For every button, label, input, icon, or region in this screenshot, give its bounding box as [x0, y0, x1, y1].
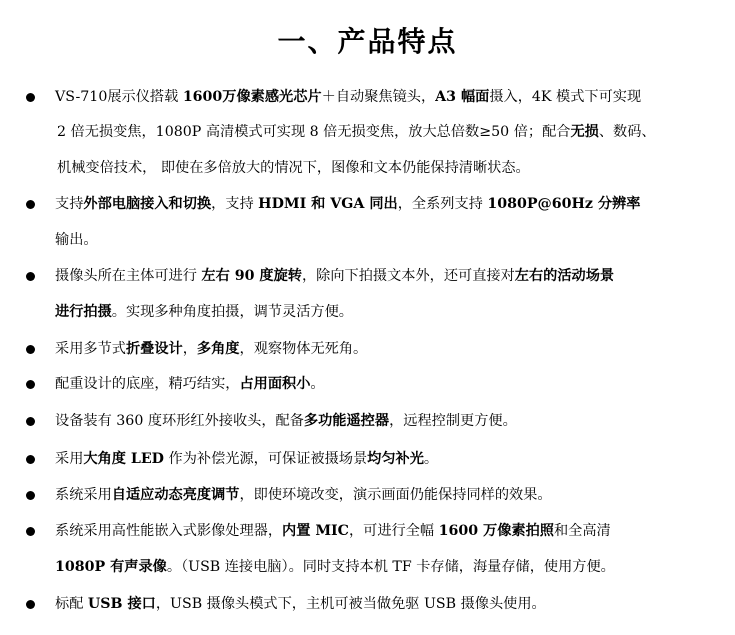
feature-text: ，	[182, 341, 197, 357]
feature-text: VS-710	[55, 89, 108, 105]
bullet-icon	[26, 527, 35, 536]
feature-text: 2 倍无损变焦，1080P 高清模式可实现 8 倍无损变焦，放大总倍数≥50 倍；配合	[57, 124, 571, 140]
feature-text-bold: 1080P 有声录像	[55, 559, 167, 575]
feature-text: ，支持	[211, 196, 259, 212]
feature-line	[55, 519, 611, 543]
feature-text: 机械变倍技术， 即使在多倍放大的情况下，图像和文本仍能保持清晰状态。	[57, 160, 530, 176]
bullet-icon	[26, 455, 35, 464]
feature-text-bold: 1080P@60Hz 分辨率	[487, 196, 641, 212]
feature-text-bold: 左右的活动场景	[514, 268, 615, 284]
bullet-icon	[26, 272, 35, 281]
bullet-icon	[26, 380, 35, 389]
feature-text: 配重设计的底座，精巧结实，	[55, 376, 240, 392]
page-title: 一、产品特点	[277, 25, 458, 58]
feature-line	[55, 483, 552, 507]
feature-text: 。实现多种角度拍摄，调节灵活方便。	[111, 304, 353, 320]
feature-line	[55, 409, 517, 433]
feature-text: 作为补偿光源，可保证被摄场景	[164, 451, 368, 467]
feature-text: 输出。	[55, 232, 98, 248]
feature-line	[55, 447, 438, 471]
feature-line	[55, 300, 353, 324]
feature-text-bold: 无损	[570, 124, 599, 140]
feature-text: 系统采用高性能嵌入式影像处理器，	[55, 523, 283, 539]
feature-text: 标配	[55, 596, 88, 612]
feature-text: 采用	[55, 451, 84, 467]
feature-text-bold: 自适应动态亮度调节	[111, 487, 240, 503]
feature-line	[55, 192, 640, 216]
feature-text-bold: A3 幅面	[435, 89, 490, 105]
feature-line	[55, 592, 546, 616]
feature-text: ，即使环境改变，演示画面仍能保持同样的效果。	[239, 487, 552, 503]
bullet-icon	[26, 200, 35, 209]
feature-text: ，全系列支持	[397, 196, 488, 212]
feature-text-bold: 折叠设计	[125, 341, 183, 357]
bullet-icon	[26, 93, 35, 102]
feature-text: ，除向下拍摄文本外，还可直接对	[301, 268, 515, 284]
feature-text-bold: HDMI 和 VGA 同出	[258, 196, 398, 212]
feature-text: ，观察物体无死角。	[239, 341, 368, 357]
bullet-icon	[26, 491, 35, 500]
feature-text: ＋自动聚焦镜头，	[321, 89, 436, 105]
feature-text-bold: 进行拍摄	[55, 304, 112, 320]
feature-text: 和全高清	[553, 523, 611, 539]
feature-text-bold: 1600万像素感光芯片	[182, 89, 322, 105]
feature-text-bold: 均匀补光	[367, 451, 424, 467]
feature-text-bold: 左右 90 度旋转	[201, 268, 302, 284]
feature-text: 展示仪搭载	[107, 89, 183, 105]
feature-text-bold: USB 接口	[87, 596, 156, 612]
feature-text: 摄像头所在主体可进行	[55, 268, 202, 284]
feature-line	[55, 264, 614, 288]
feature-text: 。	[423, 451, 439, 467]
feature-text-bold: 大角度 LED	[83, 451, 164, 467]
feature-text: 设备装有 360 度环形红外接收头，配备	[55, 413, 304, 429]
feature-text-bold: 1600 万像素拍照	[438, 523, 554, 539]
feature-text: ，USB 摄像头模式下，主机可被当做免驱 USB 摄像头使用。	[155, 596, 546, 612]
feature-line	[55, 337, 367, 361]
bullet-icon	[26, 345, 35, 354]
feature-text: 。	[310, 376, 325, 392]
bullet-icon	[26, 600, 35, 609]
feature-text-bold: 内置 MIC	[282, 523, 349, 539]
feature-text: ，远程控制更方便。	[389, 413, 517, 429]
feature-text-bold: 多角度	[196, 341, 240, 357]
feature-line	[55, 228, 98, 252]
feature-line	[57, 120, 656, 144]
feature-text: 系统采用	[55, 487, 112, 503]
feature-line	[55, 555, 615, 579]
feature-text: ，可进行全幅	[348, 523, 439, 539]
bullet-icon	[26, 417, 35, 426]
feature-text: 。（USB 连接电脑）。同时支持本机 TF 卡存储，海量存储，使用方便。	[166, 559, 615, 575]
feature-line	[57, 156, 530, 180]
feature-text: 支持	[55, 196, 84, 212]
feature-line	[55, 85, 641, 109]
feature-text: 采用多节式	[55, 341, 126, 357]
feature-text: 、数码、	[598, 124, 656, 140]
feature-text: 摄入，4K 模式下可实现	[489, 89, 642, 105]
feature-line	[55, 372, 325, 396]
feature-text-bold: 占用面积小	[239, 376, 311, 392]
feature-text-bold: 多功能遥控器	[303, 413, 390, 429]
feature-text-bold: 外部电脑接入和切换	[83, 196, 212, 212]
